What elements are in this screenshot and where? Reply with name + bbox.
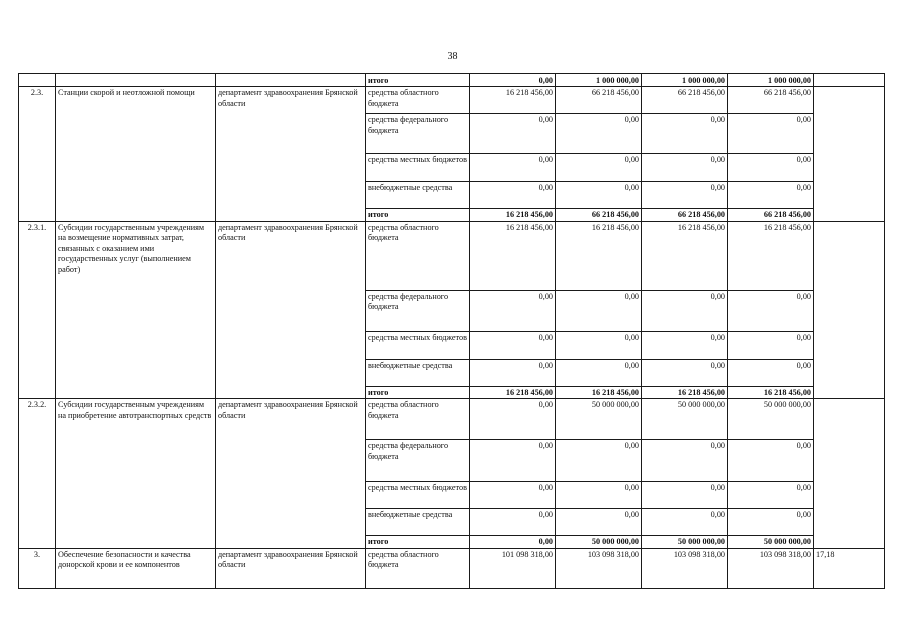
executor-cell: департамент здравоохранения Брянской области	[216, 221, 366, 399]
value-2016: 103 098 318,00	[642, 548, 728, 588]
code-cell: 2.3.2.	[19, 399, 56, 549]
value-2015: 0,00	[556, 440, 642, 482]
source-cell: средства местных бюджетов	[366, 331, 470, 359]
value-2014: 16 218 456,00	[470, 87, 556, 114]
value-2014: 0,00	[470, 182, 556, 209]
share-cell: 17,18	[814, 548, 885, 588]
value-2014: 0,00	[470, 331, 556, 359]
source-cell: итого	[366, 74, 470, 87]
value-2017: 0,00	[728, 182, 814, 209]
value-2015: 0,00	[556, 182, 642, 209]
value-2017: 0,00	[728, 509, 814, 536]
executor-cell: департамент здравоохранения Брянской области	[216, 87, 366, 222]
value-2017: 0,00	[728, 331, 814, 359]
value-2014: 0,00	[470, 399, 556, 440]
name-cell: Обеспечение безопасности и качества донорской крови и ее компонентов	[56, 548, 216, 588]
value-2015: 0,00	[556, 114, 642, 154]
value-2015: 66 218 456,00	[556, 87, 642, 114]
source-cell: средства областного бюджета	[366, 548, 470, 588]
executor-cell: департамент здравоохранения Брянской области	[216, 548, 366, 588]
source-cell: внебюджетные средства	[366, 509, 470, 536]
value-2015: 50 000 000,00	[556, 536, 642, 549]
source-cell: итого	[366, 536, 470, 549]
value-2015: 0,00	[556, 482, 642, 509]
value-2016: 0,00	[642, 440, 728, 482]
value-2017: 0,00	[728, 114, 814, 154]
page-number: 38	[447, 51, 458, 62]
name-cell	[56, 74, 216, 87]
share-cell	[814, 74, 885, 87]
value-2017: 103 098 318,00	[728, 548, 814, 588]
value-2014: 101 098 318,00	[470, 548, 556, 588]
name-cell: Субсидии государственным учреждениям на возмещение нормативных затрат, связанных с оказанием ими государственных услуг (выполнением работ)	[56, 221, 216, 399]
value-2015: 0,00	[556, 331, 642, 359]
value-2014: 0,00	[470, 114, 556, 154]
value-2014: 0,00	[470, 74, 556, 87]
value-2014: 0,00	[470, 509, 556, 536]
value-2016: 0,00	[642, 182, 728, 209]
budget-table	[18, 73, 885, 589]
value-2016: 50 000 000,00	[642, 536, 728, 549]
value-2014: 0,00	[470, 290, 556, 331]
table-row	[19, 399, 885, 440]
value-2016: 0,00	[642, 359, 728, 386]
source-cell: итого	[366, 386, 470, 399]
value-2014: 16 218 456,00	[470, 386, 556, 399]
value-2016: 16 218 456,00	[642, 386, 728, 399]
value-2016: 66 218 456,00	[642, 209, 728, 222]
value-2015: 0,00	[556, 509, 642, 536]
table-row	[19, 221, 885, 290]
share-cell	[814, 399, 885, 549]
value-2017: 0,00	[728, 359, 814, 386]
name-cell: Субсидии государственным учреждениям на приобретение автотранспортных средств	[56, 399, 216, 549]
code-cell	[19, 74, 56, 87]
source-cell: средства местных бюджетов	[366, 154, 470, 182]
value-2017: 50 000 000,00	[728, 399, 814, 440]
value-2017: 16 218 456,00	[728, 221, 814, 290]
value-2014: 0,00	[470, 482, 556, 509]
code-cell: 3.	[19, 548, 56, 588]
value-2014: 16 218 456,00	[470, 221, 556, 290]
value-2014: 16 218 456,00	[470, 209, 556, 222]
value-2014: 0,00	[470, 154, 556, 182]
value-2016: 1 000 000,00	[642, 74, 728, 87]
source-cell: средства местных бюджетов	[366, 482, 470, 509]
value-2015: 50 000 000,00	[556, 399, 642, 440]
value-2016: 0,00	[642, 331, 728, 359]
source-cell: внебюджетные средства	[366, 182, 470, 209]
value-2017: 1 000 000,00	[728, 74, 814, 87]
source-cell: итого	[366, 209, 470, 222]
table-row	[19, 87, 885, 114]
executor-cell: департамент здравоохранения Брянской области	[216, 399, 366, 549]
share-cell	[814, 221, 885, 399]
value-2016: 0,00	[642, 482, 728, 509]
value-2016: 0,00	[642, 114, 728, 154]
value-2014: 0,00	[470, 359, 556, 386]
code-cell: 2.3.	[19, 87, 56, 222]
source-cell: средства областного бюджета	[366, 399, 470, 440]
value-2016: 66 218 456,00	[642, 87, 728, 114]
value-2015: 0,00	[556, 290, 642, 331]
value-2016: 50 000 000,00	[642, 399, 728, 440]
value-2014: 0,00	[470, 536, 556, 549]
value-2014: 0,00	[470, 440, 556, 482]
value-2017: 50 000 000,00	[728, 536, 814, 549]
value-2016: 16 218 456,00	[642, 221, 728, 290]
name-cell: Станции скорой и неотложной помощи	[56, 87, 216, 222]
source-cell: средства федерального бюджета	[366, 114, 470, 154]
source-cell: средства областного бюджета	[366, 221, 470, 290]
source-cell: средства федерального бюджета	[366, 440, 470, 482]
executor-cell	[216, 74, 366, 87]
value-2016: 0,00	[642, 290, 728, 331]
value-2015: 66 218 456,00	[556, 209, 642, 222]
value-2017: 0,00	[728, 440, 814, 482]
value-2017: 0,00	[728, 290, 814, 331]
value-2015: 0,00	[556, 154, 642, 182]
table-row	[19, 548, 885, 588]
value-2015: 16 218 456,00	[556, 221, 642, 290]
value-2017: 16 218 456,00	[728, 386, 814, 399]
value-2015: 16 218 456,00	[556, 386, 642, 399]
value-2017: 0,00	[728, 154, 814, 182]
value-2016: 0,00	[642, 154, 728, 182]
share-cell	[814, 87, 885, 222]
source-cell: средства областного бюджета	[366, 87, 470, 114]
value-2015: 1 000 000,00	[556, 74, 642, 87]
value-2016: 0,00	[642, 509, 728, 536]
value-2015: 103 098 318,00	[556, 548, 642, 588]
value-2017: 66 218 456,00	[728, 209, 814, 222]
value-2017: 0,00	[728, 482, 814, 509]
source-cell: средства федерального бюджета	[366, 290, 470, 331]
value-2017: 66 218 456,00	[728, 87, 814, 114]
source-cell: внебюджетные средства	[366, 359, 470, 386]
value-2015: 0,00	[556, 359, 642, 386]
code-cell: 2.3.1.	[19, 221, 56, 399]
table-row	[19, 74, 885, 87]
